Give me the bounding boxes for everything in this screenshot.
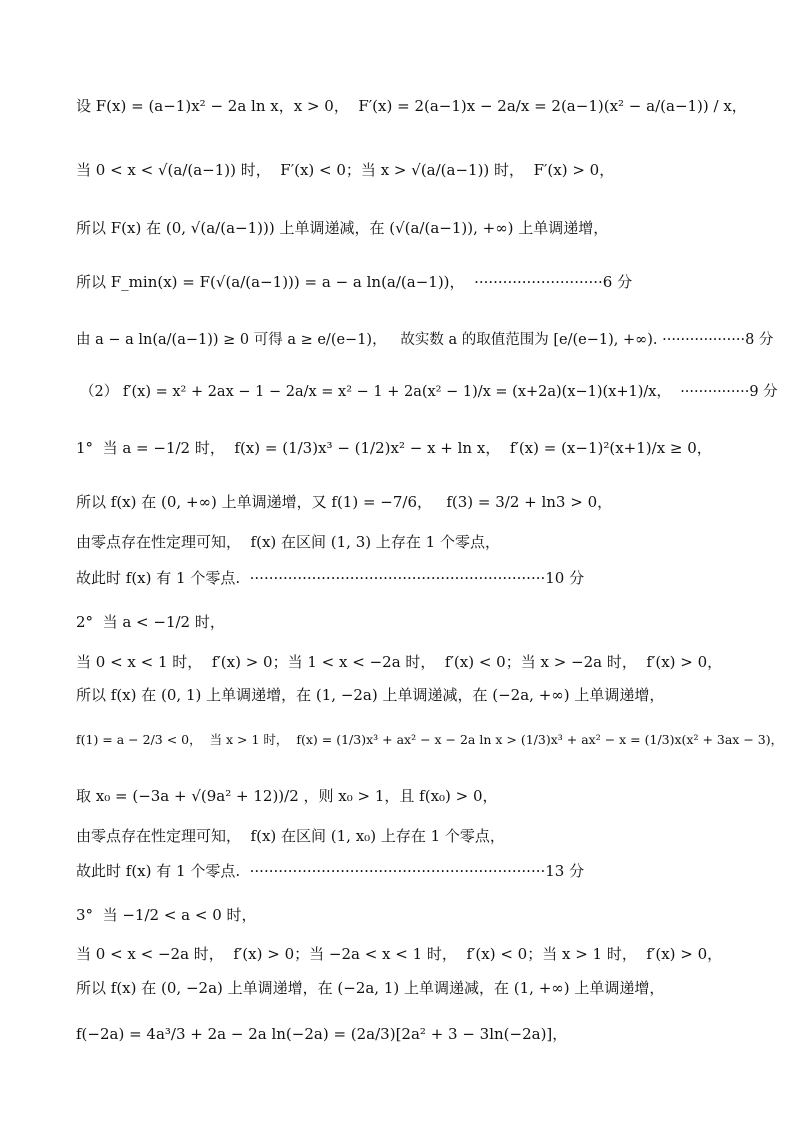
text-line: 所以 F_min(x) = F(√(a/(a−1))) = a − a ln(a/(a−1))， ···························6 分 bbox=[76, 273, 633, 291]
text-line: 当 0 < x < 1 时， f′(x) > 0；当 1 < x < −2a 时， f′(x) < 0；当 x > −2a 时， f′(x) > 0， bbox=[76, 653, 723, 671]
text-line: 3° 当 −1/2 < a < 0 时， bbox=[76, 906, 257, 924]
text-line: 1° 当 a = −1/2 时， f(x) = (1/3)x³ − (1/2)x² − x + ln x， f′(x) = (x−1)²(x+1)/x ≥ 0， bbox=[76, 439, 712, 457]
text-line: 2° 当 a < −1/2 时， bbox=[76, 613, 225, 631]
text-line: 当 0 < x < √(a/(a−1)) 时， F′(x) < 0；当 x > √(a/(a−1)) 时， F′(x) > 0， bbox=[76, 161, 615, 179]
text-line: 由 a − a ln(a/(a−1)) ≥ 0 可得 a ≥ e/(e−1)， 故实数 a 的取值范围为 [e/(e−1), +∞). ··················8 分 bbox=[76, 332, 774, 348]
text-line: f(1) = a − 2/3 < 0， 当 x > 1 时， f(x) = (1/3)x³ + ax² − x − 2a ln x > (1/3)x³ + ax² − x = (1/3)x(x² + 3ax − 3)， bbox=[76, 732, 784, 747]
text-line: 故此时 f(x) 有 1 个零点. ······························································10 分 bbox=[76, 569, 585, 587]
text-line: 取 x₀ = (−3a + √(9a² + 12))/2 ，则 x₀ > 1，且 f(x₀) > 0， bbox=[76, 787, 498, 805]
text-line: 当 0 < x < −2a 时， f′(x) > 0；当 −2a < x < 1 时， f′(x) < 0；当 x > 1 时， f′(x) > 0， bbox=[76, 945, 723, 963]
text-line: 所以 f(x) 在 (0, +∞) 上单调递增，又 f(1) = −7/6， f(3) = 3/2 + ln3 > 0， bbox=[76, 493, 613, 511]
text-line: 设 F(x) = (a−1)x² − 2a ln x，x > 0， F′(x) = 2(a−1)x − 2a/x = 2(a−1)(x² − a/(a−1)) / x， bbox=[76, 97, 747, 115]
text-line: 所以 f(x) 在 (0, −2a) 上单调递增，在 (−2a, 1) 上单调递减，在 (1, +∞) 上单调递增， bbox=[76, 979, 665, 997]
text-line: 故此时 f(x) 有 1 个零点. ······························································13 分 bbox=[76, 862, 585, 880]
text-line: f(−2a) = 4a³/3 + 2a − 2a ln(−2a) = (2a/3)[2a² + 3 − 3ln(−2a)]， bbox=[76, 1025, 568, 1043]
text-line: 所以 f(x) 在 (0, 1) 上单调递增，在 (1, −2a) 上单调递减，在 (−2a, +∞) 上单调递增， bbox=[76, 686, 665, 704]
text-line: 由零点存在性定理可知， f(x) 在区间 (1, x₀) 上存在 1 个零点， bbox=[76, 827, 505, 845]
text-line: （2） f′(x) = x² + 2ax − 1 − 2a/x = x² − 1 + 2a(x² − 1)/x = (x+2a)(x−1)(x+1)/x， ···············9 分 bbox=[80, 384, 778, 400]
text-line: 所以 F(x) 在 (0, √(a/(a−1))) 上单调递减，在 (√(a/(a−1)), +∞) 上单调递增， bbox=[76, 219, 609, 237]
text-line: 由零点存在性定理可知， f(x) 在区间 (1, 3) 上存在 1 个零点， bbox=[76, 533, 500, 551]
